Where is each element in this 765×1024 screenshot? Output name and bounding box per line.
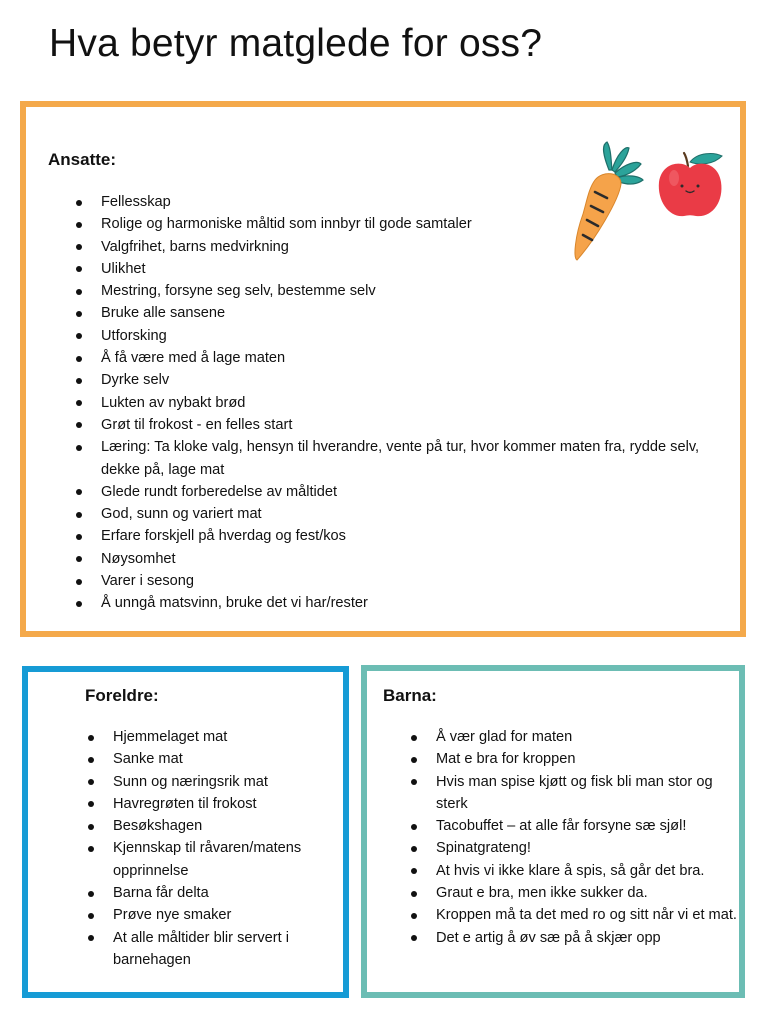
list-item: Hjemmelaget mat	[86, 726, 336, 748]
apple-icon	[654, 150, 726, 220]
barna-list	[409, 726, 739, 949]
list-item: Spinatgrateng!	[409, 837, 739, 859]
list-item: Glede rundt forberedelse av måltidet	[74, 481, 714, 503]
list-item: Kroppen må ta det med ro og sitt når vi et mat.	[409, 904, 739, 926]
barna-heading: Barna:	[383, 686, 437, 705]
list-item: Det e artig å øv sæ på å skjær opp	[409, 927, 739, 949]
list-item: Ulikhet	[74, 258, 714, 280]
list-item: Å vær glad for maten	[409, 726, 739, 748]
list-item: Erfare forskjell på hverdag og fest/kos	[74, 525, 714, 547]
list-item: Kjennskap til råvaren/matens opprinnelse	[86, 837, 336, 882]
barna-section	[361, 665, 745, 998]
list-item: Dyrke selv	[74, 369, 714, 391]
list-item: Læring: Ta kloke valg, hensyn til hverandre, vente på tur, hvor kommer maten fra, rydde selv, dekke på, lage mat	[74, 436, 714, 481]
list-item: Besøkshagen	[86, 815, 336, 837]
list-item: At alle måltider blir servert i barnehagen	[86, 927, 336, 972]
list-item: Sanke mat	[86, 748, 336, 770]
list-item: Graut e bra, men ikke sukker da.	[409, 882, 739, 904]
list-item: Barna får delta	[86, 882, 336, 904]
page-title: Hva betyr matglede for oss?	[49, 22, 543, 65]
foreldre-list	[86, 726, 336, 971]
list-item: Lukten av nybakt brød	[74, 392, 714, 414]
list-item: Nøysomhet	[74, 548, 714, 570]
list-item: At hvis vi ikke klare å spis, så går det bra.	[409, 860, 739, 882]
list-item: Å unngå matsvinn, bruke det vi har/rester	[74, 592, 714, 614]
list-item: Fellesskap	[74, 191, 714, 213]
list-item: God, sunn og variert mat	[74, 503, 714, 525]
list-item: Prøve nye smaker	[86, 904, 336, 926]
list-item: Utforsking	[74, 325, 714, 347]
list-item: Grøt til frokost - en felles start	[74, 414, 714, 436]
list-item: Havregrøten til frokost	[86, 793, 336, 815]
foreldre-section	[22, 666, 349, 998]
foreldre-heading: Foreldre:	[85, 686, 159, 705]
list-item: Å få være med å lage maten	[74, 347, 714, 369]
list-item: Varer i sesong	[74, 570, 714, 592]
list-item: Tacobuffet – at alle får forsyne sæ sjøl!	[409, 815, 739, 837]
list-item: Hvis man spise kjøtt og fisk bli man stor og sterk	[409, 771, 739, 816]
list-item: Rolige og harmoniske måltid som innbyr til gode samtaler	[74, 213, 714, 235]
list-item: Mat e bra for kroppen	[409, 748, 739, 770]
list-item: Mestring, forsyne seg selv, bestemme selv	[74, 280, 714, 302]
list-item: Sunn og næringsrik mat	[86, 771, 336, 793]
list-item: Bruke alle sansene	[74, 302, 714, 324]
list-item: Valgfrihet, barns medvirkning	[74, 236, 714, 258]
ansatte-heading: Ansatte:	[48, 150, 117, 169]
carrot-icon	[565, 140, 647, 264]
